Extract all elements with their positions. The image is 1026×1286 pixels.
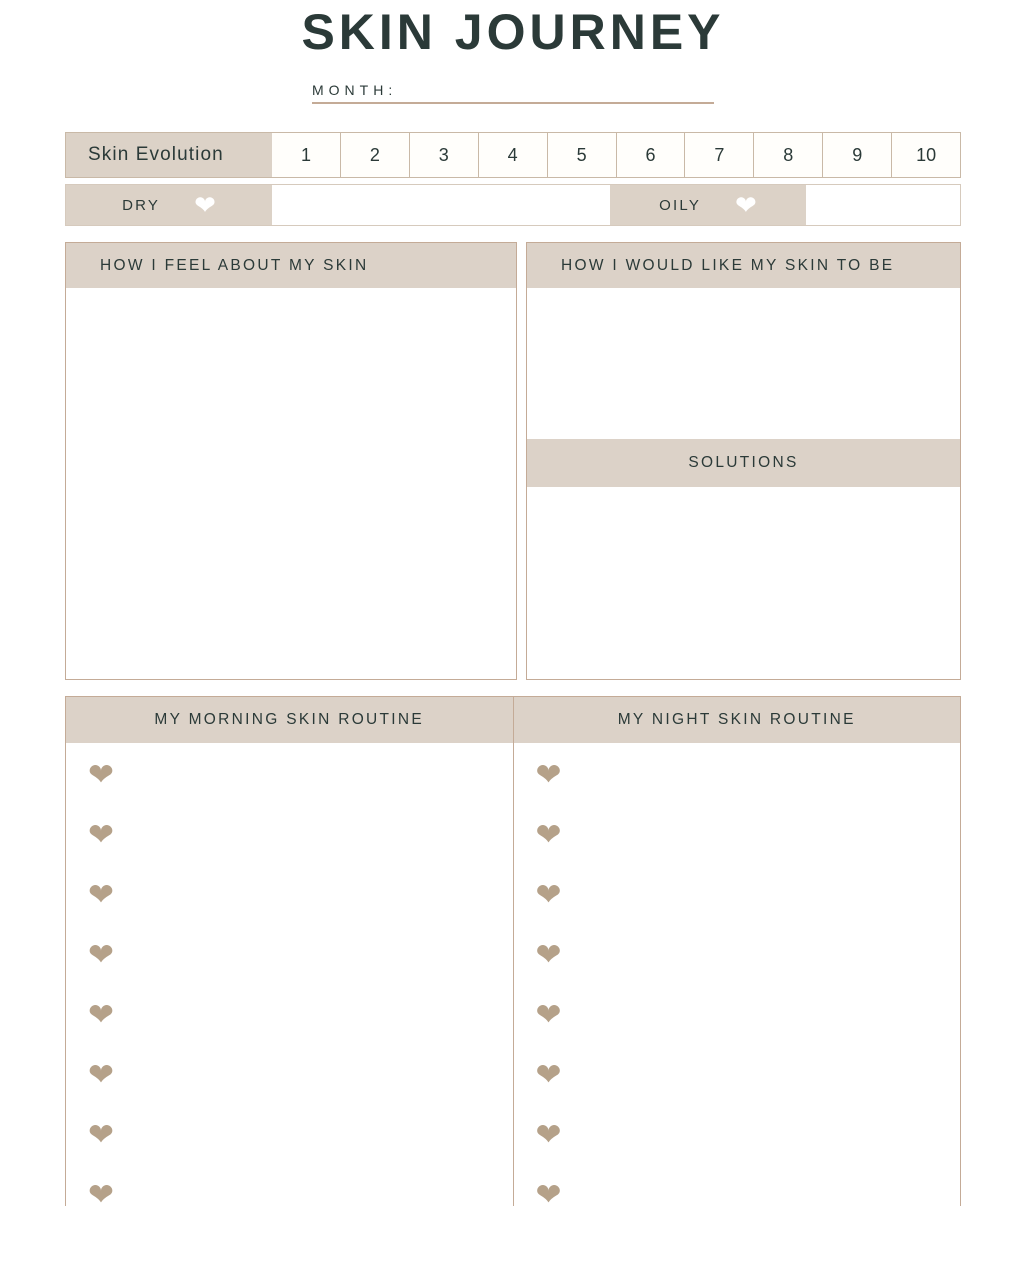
list-item[interactable] <box>88 1179 513 1239</box>
list-item[interactable] <box>536 819 961 879</box>
heart-icon: ❤ <box>194 190 216 220</box>
list-item-text[interactable] <box>561 819 573 827</box>
worksheet <box>65 132 961 1212</box>
feel-panel-heading: HOW I FEEL ABOUT MY SKIN <box>66 243 516 288</box>
list-item-text[interactable] <box>561 999 573 1007</box>
desire-panel-input[interactable] <box>527 288 960 439</box>
list-item-text[interactable] <box>114 819 126 827</box>
heart-icon: ❤ <box>735 190 757 220</box>
solutions-input[interactable] <box>527 487 960 679</box>
list-item-text[interactable] <box>114 1179 126 1187</box>
feel-panel <box>65 242 517 680</box>
list-item[interactable] <box>536 1179 961 1239</box>
list-item[interactable] <box>88 1059 513 1119</box>
oily-input[interactable] <box>806 185 960 225</box>
list-item-text[interactable] <box>114 999 126 1007</box>
scale-cell-7[interactable]: 7 <box>684 133 753 177</box>
skin-evolution-label: Skin Evolution <box>66 133 272 177</box>
heart-icon: ❤ <box>88 1177 114 1212</box>
scale-cell-8[interactable]: 8 <box>753 133 822 177</box>
list-item-text[interactable] <box>114 759 126 767</box>
feel-panel-input[interactable] <box>66 288 516 679</box>
page-title: SKIN JOURNEY <box>301 4 725 60</box>
heart-icon: ❤ <box>88 937 114 972</box>
scale-cell-2[interactable]: 2 <box>340 133 409 177</box>
heart-icon: ❤ <box>535 1177 562 1212</box>
list-item[interactable] <box>88 1119 513 1179</box>
month-label: MONTH: <box>312 82 398 98</box>
heart-icon: ❤ <box>88 1117 114 1152</box>
oily-label-block <box>610 185 806 225</box>
scale-cell-4[interactable]: 4 <box>478 133 547 177</box>
solutions-heading: SOLUTIONS <box>527 439 960 487</box>
heart-icon: ❤ <box>535 817 562 852</box>
month-row <box>0 82 1026 104</box>
scale-cell-1[interactable]: 1 <box>300 144 311 165</box>
dry-label: DRY <box>122 196 161 214</box>
list-item-text[interactable] <box>561 939 573 947</box>
night-routine-panel <box>513 697 961 1212</box>
skin-type-row <box>65 184 961 226</box>
list-item-text[interactable] <box>561 1059 573 1067</box>
scale-cell-5[interactable]: 5 <box>547 133 616 177</box>
heart-icon: ❤ <box>535 757 562 792</box>
morning-routine-heading: MY MORNING SKIN ROUTINE <box>66 697 513 743</box>
scale-cell-10[interactable]: 10 <box>891 133 960 177</box>
list-item[interactable] <box>88 999 513 1059</box>
list-item[interactable] <box>88 819 513 879</box>
desire-panel <box>526 242 961 680</box>
skin-evolution-row <box>65 132 961 178</box>
dry-input[interactable] <box>272 185 610 225</box>
heart-icon: ❤ <box>535 1057 562 1092</box>
morning-routine-list <box>66 743 513 1239</box>
night-routine-list <box>514 743 961 1239</box>
list-item[interactable] <box>88 879 513 939</box>
month-input[interactable] <box>397 82 714 98</box>
list-item[interactable] <box>536 759 961 819</box>
list-item[interactable] <box>536 879 961 939</box>
list-item-text[interactable] <box>114 939 126 947</box>
list-item[interactable] <box>88 759 513 819</box>
routines-row <box>65 696 961 1212</box>
heart-icon: ❤ <box>88 877 114 912</box>
heart-icon: ❤ <box>88 817 114 852</box>
heart-icon: ❤ <box>535 1117 562 1152</box>
scale-cell-3[interactable]: 3 <box>409 133 478 177</box>
mid-panels <box>65 242 961 680</box>
heart-icon: ❤ <box>88 757 114 792</box>
list-item-text[interactable] <box>561 759 573 767</box>
dry-label-block <box>66 185 272 225</box>
list-item-text[interactable] <box>114 1119 126 1127</box>
list-item-text[interactable] <box>114 879 126 887</box>
list-item-text[interactable] <box>561 1179 573 1187</box>
night-routine-heading: MY NIGHT SKIN ROUTINE <box>514 697 961 743</box>
list-item-text[interactable] <box>114 1059 126 1067</box>
month-field[interactable] <box>312 82 714 104</box>
list-item[interactable] <box>88 939 513 999</box>
heart-icon: ❤ <box>535 997 562 1032</box>
scale-cell-9[interactable]: 9 <box>822 133 891 177</box>
heart-icon: ❤ <box>88 1057 114 1092</box>
skin-evolution-scale <box>272 133 960 177</box>
list-item[interactable] <box>536 939 961 999</box>
list-item-text[interactable] <box>561 1119 573 1127</box>
desire-panel-heading: HOW I WOULD LIKE MY SKIN TO BE <box>527 243 960 288</box>
list-item[interactable] <box>536 999 961 1059</box>
list-item[interactable] <box>536 1059 961 1119</box>
heart-icon: ❤ <box>535 877 562 912</box>
heart-icon: ❤ <box>535 937 562 972</box>
scale-cell-6[interactable]: 6 <box>616 133 685 177</box>
morning-routine-panel <box>66 697 513 1212</box>
list-item-text[interactable] <box>561 879 573 887</box>
heart-icon: ❤ <box>88 997 114 1032</box>
oily-label: OILY <box>659 196 702 214</box>
list-item[interactable] <box>536 1119 961 1179</box>
